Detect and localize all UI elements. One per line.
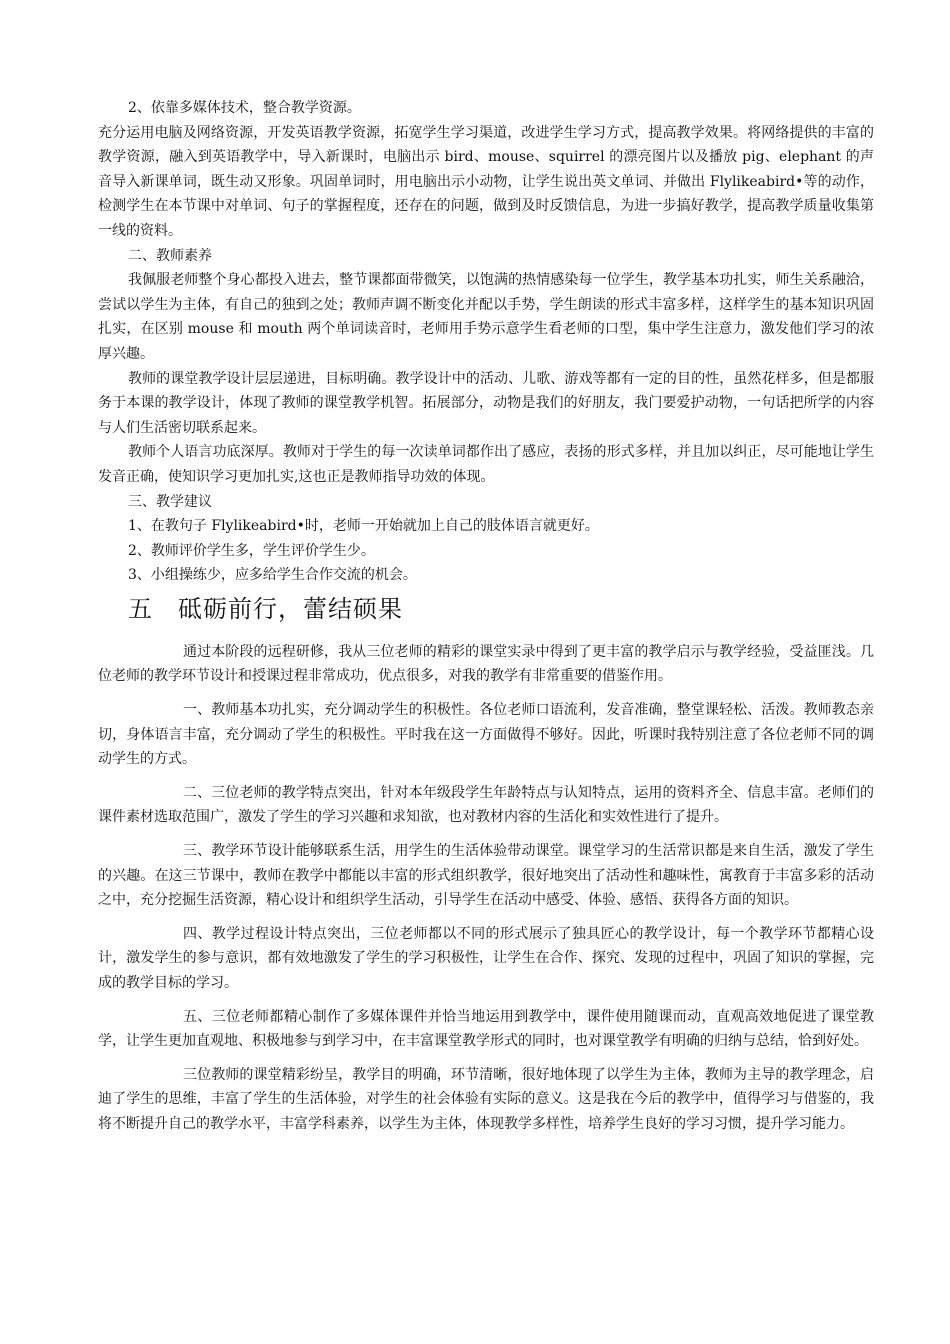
paragraph-teacher-quality-1: 我佩服老师整个身心都投入进去，整节课都面带微笑，以饱满的热情感染每一位学生，教学基本功扎实，师生关系融洽，尝试以学生为主体，有自己的独到之处；教师声调不断变化并配以手势，学生朗读的形式丰富多样，这样学生的基本知识巩固扎实，在区别 mouse 和 mouth 两个单词读音时，老师用手势示意学生看老师的口型，集中学生注意力，激发他们学习的浓厚兴趣。 — [98, 272, 874, 362]
document-page — [98, 96, 874, 1137]
paragraph-summary-intro: 通过本阶段的远程研修，我从三位老师的精彩的课堂实录中得到了更丰富的教学启示与教学经验，受益匪浅。几位老师的教学环节设计和授课过程非常成功，优点很多，对我的教学有非常重要的借鉴作用。 — [98, 643, 874, 685]
paragraph-multimedia-body: 充分运用电脑及网络资源，开发英语教学资源，拓宽学生学习渠道，改进学生学习方式，提高教学效果。将网络提供的丰富的教学资源，融入到英语教学中，导入新课时，电脑出示 bird、mouse、squirrel 的漂亮图片以及播放 pig、elephant 的声音导入新课单词，既生动又形象。巩固单词时，用电脑出示小动物，让学生说出英文单词、并做出 Flylikeabird•等的动作，检测学生在本节课中对单词、句子的掌握程度，还存在的问题，做到及时反馈信息，为进一步搞好教学，提高教学质量收集第一线的资料。 — [98, 124, 874, 239]
suggestion-item-3: 3、小组操练少，应多给学生合作交流的机会。 — [128, 567, 417, 584]
paragraph-summary-point-1: 一、教师基本功扎实，充分调动学生的积极性。各位老师口语流利，发音准确，整堂课轻松、活泼。教师教态亲切，身体语言丰富，充分调动了学生的积极性。平时我在这一方面做得不够好。因此，听课时我特别注意了各位老师不同的调动学生的方式。 — [98, 702, 874, 768]
paragraph-summary-point-3: 三、教学环节设计能够联系生活，用学生的生活体验带动课堂。课堂学习的生活常识都是来自生活，激发了学生的兴趣。在这三节课中，教师在教学中都能以丰富的形式组织教学，很好地突出了活动性和趣味性，寓教育于丰富多彩的活动之中，充分挖掘生活资源，精心设计和组织学生活动，引导学生在活动中感受、体验、感悟、获得各方面的知识。 — [98, 843, 874, 909]
section-heading-teacher-quality: 二、教师素养 — [128, 247, 212, 264]
paragraph-teacher-quality-2: 教师的课堂教学设计层层递进，目标明确。教学设计中的活动、儿歌、游戏等都有一定的目的性，虽然花样多，但是都服务于本课的教学设计，体现了教师的课堂教学机智。拓展部分，动物是我们的好朋友，我门要爱护动物，一句话把所学的内容与人们生活密切联系起来。 — [98, 370, 874, 436]
suggestion-item-2: 2、教师评价学生多，学生评价学生少。 — [128, 542, 375, 559]
paragraph-summary-point-5: 五、三位老师都精心制作了多媒体课件并恰当地运用到教学中，课件使用随课而动，直观高效地促进了课堂教学，让学生更加直观地、积极地参与到学习中，在丰富课堂教学形式的同时，也对课堂教学有明确的归纳与总结，恰到好处。 — [98, 1008, 874, 1050]
paragraph-multimedia-heading: 2、依靠多媒体技术，整合教学资源。 — [128, 100, 361, 116]
section-heading-suggestions: 三、教学建议 — [128, 493, 212, 510]
paragraph-summary-point-2: 二、三位老师的教学特点突出，针对本年级段学生年龄特点与认知特点，运用的资料齐全、信息丰富。老师们的课件素材选取范围广，激发了学生的学习兴趣和求知欲，也对教材内容的生活化和实效性进行了提升。 — [98, 784, 874, 826]
paragraph-summary-conclusion: 三位教师的课堂精彩纷呈，教学目的明确，环节清晰，很好地体现了以学生为主体，教师为主导的教学理念，启迪了学生的思维，丰富了学生的生活体验，对学生的社会体验有实际的意义。这是我在今后的教学中，值得学习与借鉴的，我将不断提升自己的教学水平，丰富学科素养，以学生为主体，体现教学多样性，培养学生良好的学习习惯，提升学习能力。 — [98, 1066, 874, 1132]
suggestion-item-1: 1、在教句子 Flylikeabird•时，老师一开始就加上自己的肢体语言就更好。 — [128, 518, 599, 535]
paragraph-summary-point-4: 四、教学过程设计特点突出，三位老师都以不同的形式展示了独具匠心的教学设计，每一个教学环节都精心设计，激发学生的参与意识，都有效地激发了学生的学习积极性，让学生在合作、探究、发现的过程中，巩固了知识的掌握，完成的教学目标的学习。 — [98, 925, 874, 991]
paragraph-teacher-quality-3: 教师个人语言功底深厚。教师对于学生的每一次读单词都作出了感应，表扬的形式多样，并且加以纠正，尽可能地让学生发音正确，使知识学习更加扎实,这也正是教师指导功效的体现。 — [98, 444, 874, 485]
chapter-heading: 五 砥砺前行，蕾结硕果 — [128, 594, 403, 623]
